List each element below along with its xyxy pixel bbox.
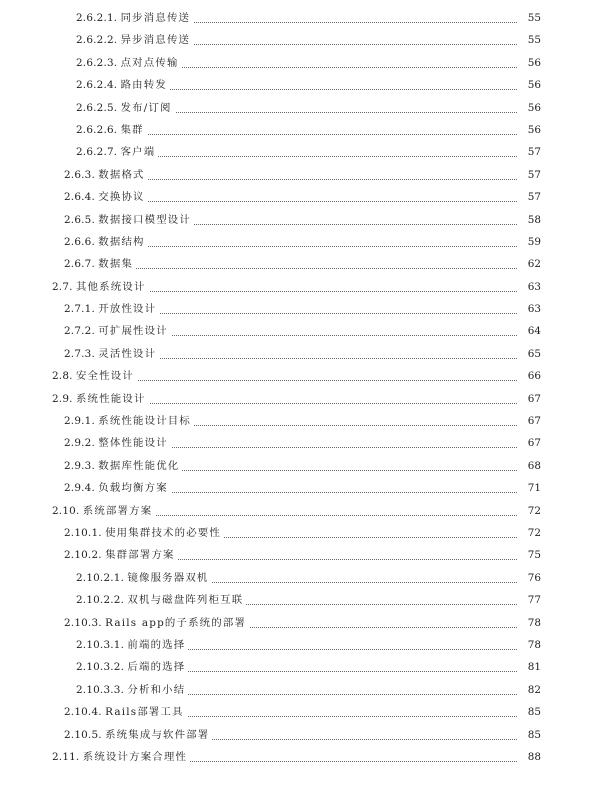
toc-entry-page: 72 — [518, 500, 541, 522]
toc-entry-number: 2.10.3.3. — [76, 683, 125, 696]
toc-entry-number: 2.7.2. — [64, 325, 95, 338]
toc-entry-title: 系统部署方案 — [82, 504, 153, 517]
toc-entry-title: 分析和小结 — [127, 683, 186, 696]
toc-entry-page: 56 — [518, 74, 541, 96]
toc-entry[interactable] — [0, 186, 597, 208]
toc-entry-page: 65 — [518, 343, 541, 365]
toc-entry-label — [52, 500, 155, 522]
toc-entry-title: Rails app的子系统的部署 — [105, 616, 247, 629]
toc-entry-title: 系统设计方案合理性 — [82, 750, 188, 763]
toc-entry-label — [64, 298, 159, 320]
toc-entry-page: 85 — [518, 701, 541, 723]
toc-entry-title: 数据结构 — [98, 235, 145, 248]
toc-entry-title: 集群 — [120, 123, 144, 136]
toc-entry-number: 2.6.2.4. — [76, 79, 118, 92]
toc-entry-label — [76, 634, 188, 656]
toc-entry-title: 路由转发 — [120, 79, 167, 92]
toc-entry[interactable] — [0, 567, 597, 589]
toc-entry-label — [64, 410, 194, 432]
toc-entry-title: 可扩展性设计 — [98, 325, 168, 338]
dot-leader — [72, 268, 539, 269]
toc-entry-title: 灵活性设计 — [98, 347, 157, 360]
toc-entry-number: 2.9.3. — [64, 459, 95, 472]
toc-entry-label — [64, 253, 136, 275]
toc-entry-label — [76, 567, 212, 589]
toc-entry-page: 55 — [518, 7, 541, 29]
dot-leader — [84, 134, 539, 135]
toc-entry-number: 2.10.1. — [64, 526, 102, 539]
toc-entry[interactable] — [0, 388, 597, 410]
toc-entry-label — [76, 52, 182, 74]
toc-entry-number: 2.7. — [52, 280, 73, 293]
toc-entry-page: 82 — [518, 679, 541, 701]
toc-entry[interactable] — [0, 97, 597, 119]
toc-entry-page: 56 — [518, 52, 541, 74]
toc-entry-title: 安全性设计 — [75, 370, 134, 383]
toc-entry-page: 77 — [518, 589, 541, 611]
toc-entry[interactable] — [0, 500, 597, 522]
toc-entry-number: 2.10.5. — [64, 728, 102, 741]
toc-entry-label — [76, 97, 175, 119]
toc-entry-number: 2.6.2.7. — [76, 146, 118, 159]
toc-entry-page: 68 — [518, 455, 541, 477]
toc-entry[interactable] — [0, 343, 597, 365]
toc-entry-number: 2.6.3. — [64, 168, 95, 181]
toc-entry-page: 62 — [518, 253, 541, 275]
toc-entry-title: 数据库性能优化 — [98, 459, 180, 472]
toc-entry[interactable] — [0, 365, 597, 387]
toc-entry-page: 59 — [518, 231, 541, 253]
toc-entry-page: 78 — [518, 634, 541, 656]
toc-entry-number: 2.6.2.3. — [76, 56, 118, 69]
toc-entry[interactable] — [0, 164, 597, 186]
toc-entry[interactable] — [0, 276, 597, 298]
toc-entry-title: 数据格式 — [98, 168, 145, 181]
toc-entry-page: 71 — [518, 477, 541, 499]
toc-entry-number: 2.10.3. — [64, 616, 102, 629]
toc-entry-page: 58 — [518, 209, 541, 231]
toc-entry-title: 集群部署方案 — [105, 549, 175, 562]
toc-entry-number: 2.9.2. — [64, 437, 95, 450]
toc-entry-title: 双机与磁盘阵列柜互联 — [127, 594, 244, 607]
toc-entry-label — [76, 589, 246, 611]
toc-entry-title: 客户端 — [120, 146, 156, 159]
toc-entry-title: 开放性设计 — [98, 303, 157, 316]
toc-entry-page: 75 — [518, 544, 541, 566]
toc-entry[interactable] — [0, 74, 597, 96]
toc-entry[interactable] — [0, 320, 597, 342]
toc-entry-number: 2.10.2.2. — [76, 594, 125, 607]
toc-entry-page: 66 — [518, 365, 541, 387]
toc-entry-label — [76, 679, 188, 701]
toc-entry-title: 异步消息传送 — [120, 34, 191, 47]
toc-entry[interactable] — [0, 522, 597, 544]
toc-entry-label — [76, 141, 158, 163]
toc-entry-page: 63 — [518, 298, 541, 320]
toc-entry[interactable] — [0, 589, 597, 611]
toc-entry-number: 2.9.4. — [64, 482, 95, 495]
toc-entry-label — [64, 231, 148, 253]
toc-entry[interactable] — [0, 410, 597, 432]
toc-entry-title: 整体性能设计 — [98, 437, 168, 450]
toc-entry-title: 前端的选择 — [127, 638, 186, 651]
toc-entry-label — [64, 612, 249, 634]
toc-entry-label — [64, 724, 212, 746]
toc-entry-page: 57 — [518, 164, 541, 186]
toc-entry-title: 使用集群技术的必要性 — [105, 526, 221, 539]
toc-entry-number: 2.10.3.2. — [76, 661, 125, 674]
toc-entry[interactable] — [0, 544, 597, 566]
toc-entry-number: 2.10. — [52, 504, 80, 517]
toc-entry[interactable] — [0, 656, 597, 678]
toc-entry-number: 2.11. — [52, 750, 80, 763]
toc-entry-number: 2.10.3.1. — [76, 638, 125, 651]
toc-entry[interactable] — [0, 209, 597, 231]
toc-entry-title: 发布/订阅 — [120, 101, 172, 114]
toc-entry[interactable] — [0, 455, 597, 477]
toc-entry-label — [64, 544, 178, 566]
toc-entry-number: 2.6.6. — [64, 235, 95, 248]
toc-entry[interactable] — [0, 612, 597, 634]
table-of-contents — [0, 7, 597, 768]
toc-entry-number: 2.6.5. — [64, 213, 95, 226]
toc-entry-number: 2.6.4. — [64, 191, 95, 204]
toc-entry-label — [64, 477, 171, 499]
toc-entry-page: 56 — [518, 119, 541, 141]
toc-entry[interactable] — [0, 298, 597, 320]
toc-entry-label — [76, 119, 147, 141]
toc-entry[interactable] — [0, 7, 597, 29]
toc-entry-title: 系统集成与软件部署 — [105, 728, 210, 741]
toc-entry-number: 2.10.2. — [64, 549, 102, 562]
toc-entry-label — [76, 7, 193, 29]
toc-entry-number: 2.10.2.1. — [76, 571, 125, 584]
toc-entry-number: 2.6.2.6. — [76, 123, 118, 136]
toc-entry-label — [64, 209, 194, 231]
toc-entry[interactable] — [0, 679, 597, 701]
toc-entry-page: 81 — [518, 656, 541, 678]
toc-entry-number: 2.7.3. — [64, 347, 95, 360]
toc-entry-title: 交换协议 — [98, 191, 145, 204]
toc-entry[interactable] — [0, 701, 597, 723]
toc-entry[interactable] — [0, 634, 597, 656]
toc-entry[interactable] — [0, 432, 597, 454]
toc-entry-page: 72 — [518, 522, 541, 544]
toc-entry-page: 88 — [518, 746, 541, 768]
toc-entry-label — [52, 746, 190, 768]
toc-entry[interactable] — [0, 29, 597, 51]
toc-entry-title: 系统性能设计目标 — [98, 415, 191, 428]
toc-entry-title: 负载均衡方案 — [98, 482, 168, 495]
toc-entry-page: 67 — [518, 432, 541, 454]
toc-entry-title: 系统性能设计 — [75, 392, 146, 405]
toc-entry-label — [64, 186, 148, 208]
toc-entry[interactable] — [0, 724, 597, 746]
toc-entry-page: 55 — [518, 29, 541, 51]
toc-entry-page: 57 — [518, 141, 541, 163]
toc-entry-page: 63 — [518, 276, 541, 298]
toc-entry-number: 2.10.4. — [64, 706, 102, 719]
toc-entry-number: 2.9. — [52, 392, 73, 405]
toc-entry[interactable] — [0, 141, 597, 163]
toc-entry[interactable] — [0, 52, 597, 74]
toc-entry-title: 数据集 — [98, 258, 134, 271]
toc-entry-page: 85 — [518, 724, 541, 746]
toc-entry-label — [64, 455, 182, 477]
toc-entry[interactable] — [0, 231, 597, 253]
toc-entry-title: 其他系统设计 — [75, 280, 146, 293]
toc-entry-title: Rails部署工具 — [105, 706, 184, 719]
toc-entry-page: 56 — [518, 97, 541, 119]
toc-entry-label — [64, 701, 187, 723]
toc-entry-title: 数据接口模型设计 — [98, 213, 191, 226]
toc-entry-number: 2.6.2.5. — [76, 101, 118, 114]
toc-entry-page: 76 — [518, 567, 541, 589]
toc-entry-number: 2.8. — [52, 370, 73, 383]
toc-entry-title: 点对点传输 — [120, 56, 179, 69]
toc-entry-page: 57 — [518, 186, 541, 208]
toc-entry[interactable] — [0, 253, 597, 275]
toc-entry-number: 2.9.1. — [64, 415, 95, 428]
toc-entry-label — [64, 432, 171, 454]
toc-entry-number: 2.6.7. — [64, 258, 95, 271]
toc-entry-label — [64, 343, 159, 365]
toc-entry[interactable] — [0, 477, 597, 499]
toc-entry-number: 2.7.1. — [64, 303, 95, 316]
toc-entry-title: 后端的选择 — [127, 661, 186, 674]
toc-entry-label — [52, 365, 137, 387]
toc-entry[interactable] — [0, 119, 597, 141]
toc-entry-number: 2.6.2.1. — [76, 12, 118, 24]
toc-entry-page: 64 — [518, 320, 541, 342]
toc-entry-title: 同步消息传送 — [120, 12, 191, 24]
toc-entry-label — [52, 276, 149, 298]
toc-entry-label — [64, 164, 148, 186]
toc-entry-page: 67 — [518, 388, 541, 410]
toc-entry-number: 2.6.2.2. — [76, 34, 118, 47]
toc-entry-title: 镜像服务器双机 — [127, 571, 209, 584]
toc-entry-page: 78 — [518, 612, 541, 634]
toc-entry-page: 67 — [518, 410, 541, 432]
toc-entry-label — [52, 388, 149, 410]
toc-entry[interactable] — [0, 746, 597, 768]
toc-entry-label — [76, 29, 193, 51]
toc-entry-label — [76, 74, 170, 96]
toc-entry-label — [64, 320, 171, 342]
toc-entry-label — [76, 656, 188, 678]
toc-entry-label — [64, 522, 224, 544]
